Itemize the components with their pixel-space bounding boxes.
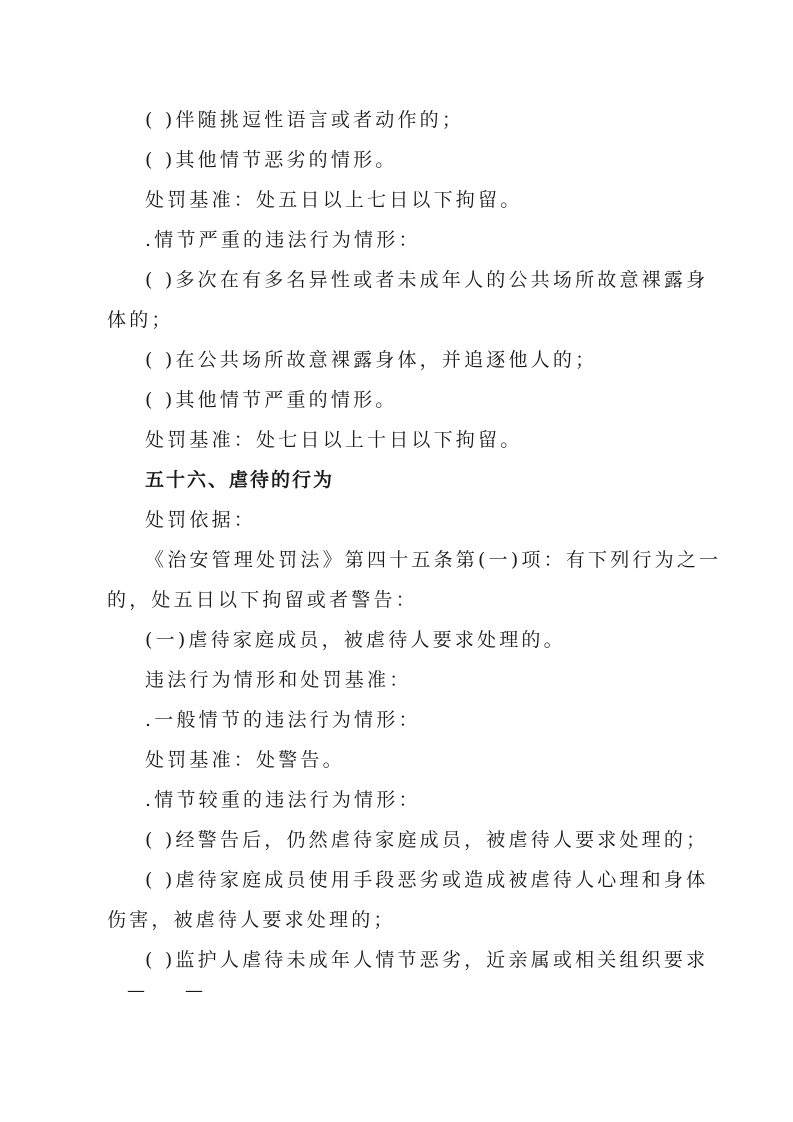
section-heading: .情节严重的违法行为情形： [145,229,421,251]
text-line: ( )经警告后，仍然虐待家庭成员，被虐待人要求处理的； [145,829,709,851]
text-line: 违法行为情形和处罚基准： [145,669,412,691]
article-heading: 五十六、虐待的行为 [145,469,335,491]
page-number-dash-left: — [127,980,145,1001]
page-number-dash-right: — [185,980,203,1001]
section-heading: .一般情节的违法行为情形： [145,709,421,731]
section-heading: .情节较重的违法行为情形： [145,789,421,811]
text-line: 处罚基准：处五日以上七日以下拘留。 [145,189,523,211]
text-line: 伤害，被虐待人要求处理的； [107,909,396,931]
text-line: 处罚基准：处七日以上十日以下拘留。 [145,429,523,451]
text-line: 《治安管理处罚法》第四十五条第(一)项：有下列行为之一 [145,549,722,571]
text-line: 体的； [107,309,174,331]
text-line: ( )在公共场所故意裸露身体，并追逐他人的； [145,349,598,371]
text-line: 处罚依据： [145,509,257,531]
text-line: 处罚基准：处警告。 [145,749,345,771]
text-line: (一)虐待家庭成员，被虐待人要求处理的。 [145,629,566,651]
text-line: ( )监护人虐待未成年人情节恶劣，近亲属或相关组织要求 [145,949,709,971]
text-line: ( )其他情节恶劣的情形。 [145,149,398,171]
text-line: 的，处五日以下拘留或者警告： [107,589,418,611]
text-line: ( )伴随挑逗性语言或者动作的； [145,109,465,131]
text-line: ( )多次在有多名异性或者未成年人的公共场所故意裸露身 [145,269,709,291]
text-line: ( )其他情节严重的情形。 [145,389,398,411]
text-line: ( )虐待家庭成员使用手段恶劣或造成被虐待人心理和身体 [145,869,709,891]
